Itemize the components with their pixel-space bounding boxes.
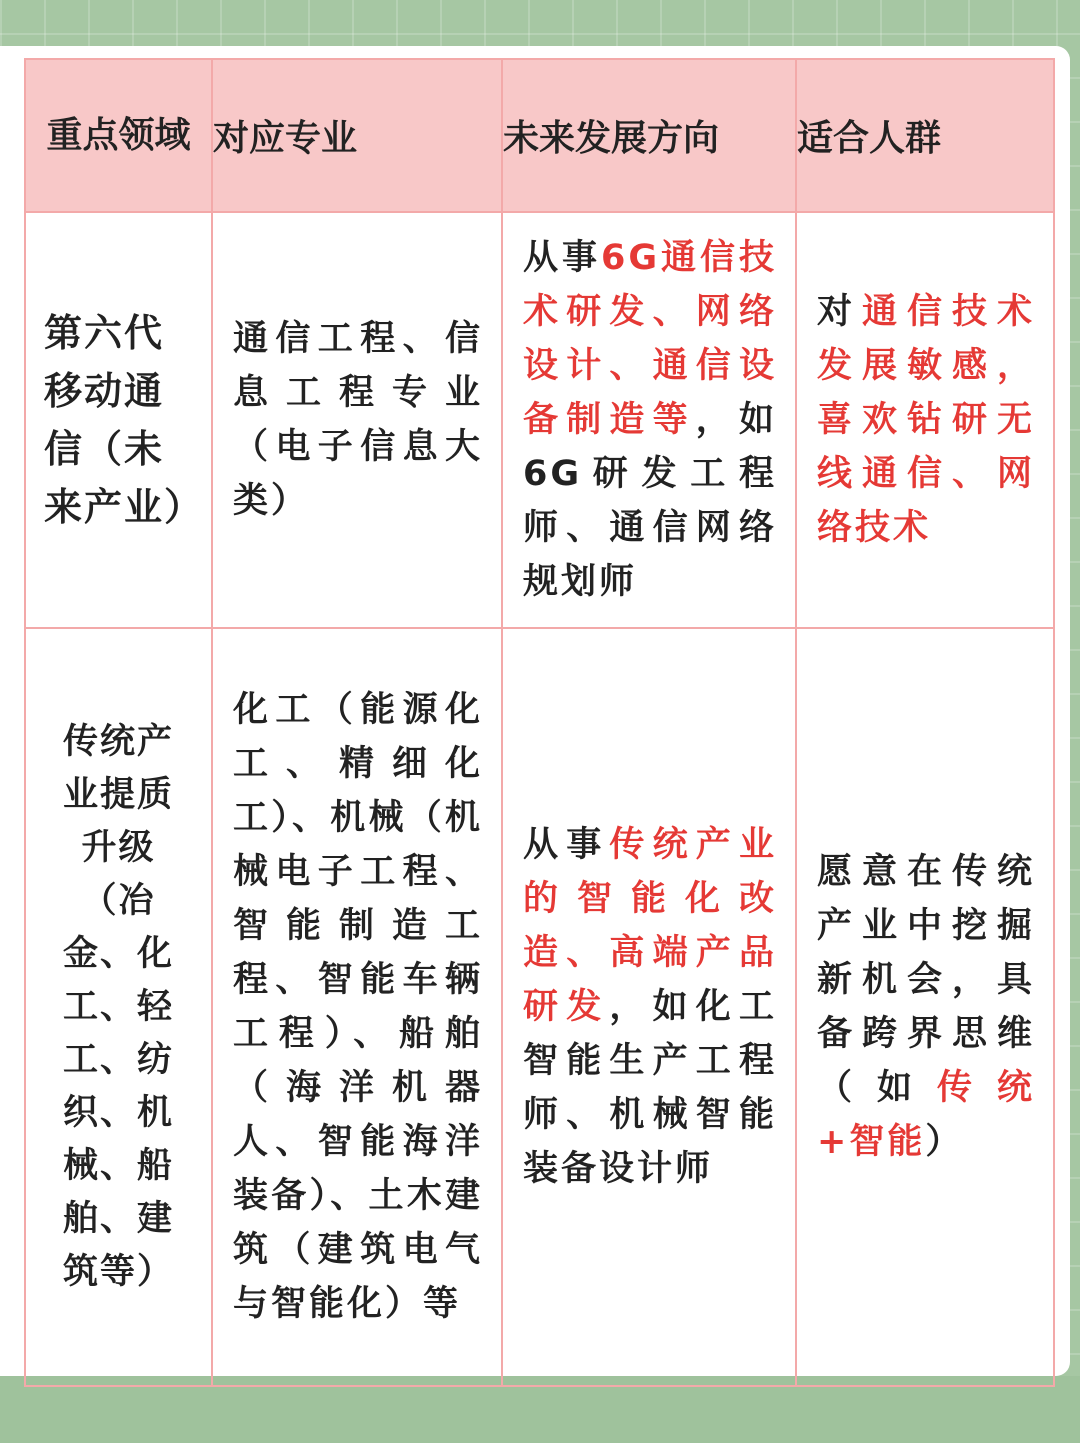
majors-cell [212,628,502,1386]
table-row [25,212,1054,628]
field-cell [25,212,212,628]
direction-suffix: ，如6G研发工程师、通信网络规划师 [523,400,777,602]
people-prefix: 对 [817,292,862,332]
header-majors: 对应专业 [212,59,502,212]
header-people: 适合人群 [796,59,1054,212]
direction-text [503,818,795,1196]
direction-text [503,231,795,609]
direction-cell [502,212,796,628]
majors-cell [212,212,502,628]
direction-prefix: 从事 [523,238,601,278]
people-prefix: 愿意在传统产业中挖掘新机会，具备跨界思维（如 [817,852,1035,1108]
career-table [24,58,1055,1387]
field-text: 传统产业提质升级（冶金、化工、轻工、纺织、机械、船舶、建筑等） [62,721,174,1292]
direction-cell [502,628,796,1386]
field-text: 第六代移动通信（未来产业） [44,311,205,529]
people-suffix: ） [925,1122,964,1162]
majors-text: 通信工程、信息工程专业（电子信息大类） [233,319,483,521]
direction-prefix: 从事 [523,825,610,865]
direction-highlight: 6G通信技术研发、网络设计、通信设备制造等 [523,238,777,440]
people-highlight: 传统+智能 [817,1068,1035,1162]
people-highlight: 通信技术发展敏感，喜欢钻研无线通信、网络技术 [817,292,1035,548]
field-cell [25,628,212,1386]
header-direction: 未来发展方向 [502,59,796,212]
direction-highlight: 传统产业的智能化改造、高端产品研发 [523,825,777,1027]
header-field: 重点领域 [25,59,212,212]
majors-text: 化工（能源化工、精细化工）、机械（机械电子工程、智能制造工程、智能车辆工程）、船舶（海洋机器人、智能海洋装备）、土木建筑（建筑电气与智能化）等 [233,690,483,1324]
direction-suffix: ，如化工智能生产工程师、机械智能装备设计师 [523,987,777,1189]
table-row [25,628,1054,1386]
people-cell [796,212,1054,628]
header-row [25,59,1054,212]
people-text [797,285,1053,555]
people-cell [796,628,1054,1386]
people-text [797,845,1053,1169]
